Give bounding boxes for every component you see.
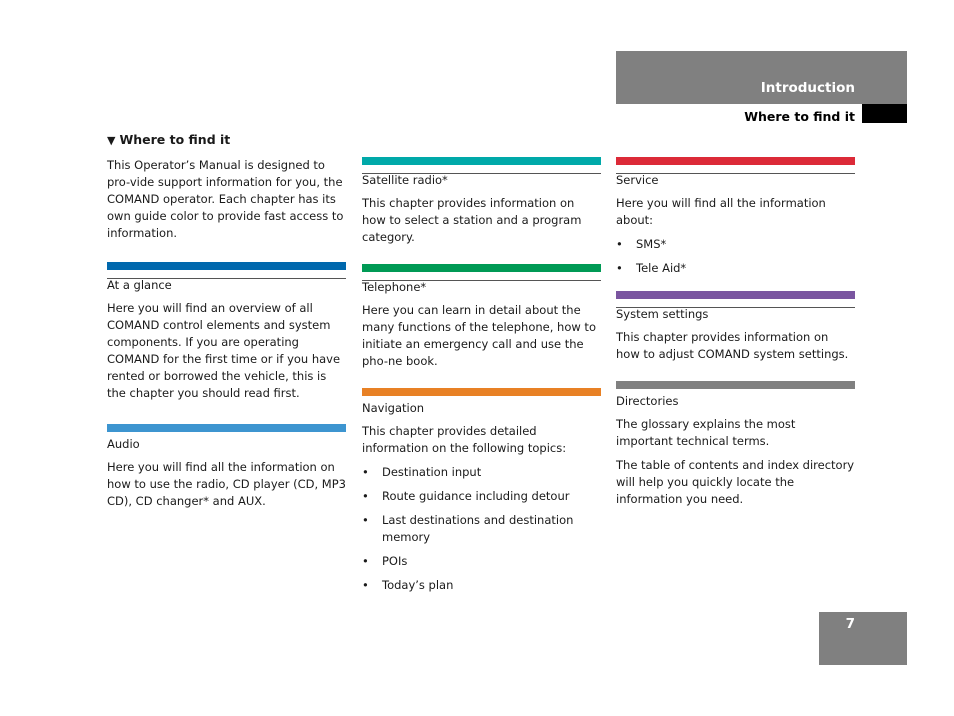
chapter-title: Directories [616,394,679,408]
section-heading-text: Where to find it [119,132,231,147]
chapter-text: The table of contents and index directory will help you quickly locate the information you need. [616,458,855,506]
bullet-icon: • [362,554,369,568]
chapter-color-bar [362,264,601,272]
chapter-text: Here you will find an overview of all COMAND control elements and system components. If you are operating COMAND for the first time or if you have rented or borrowed the vehicle, this is the chapter you should read first. [107,301,341,400]
page-number-tab [819,612,907,665]
chapter-title: At a glance [107,278,172,292]
chapter-system-settings [616,291,855,363]
chapter-title: Audio [107,437,140,451]
bullet-icon: • [362,489,369,503]
chapter-color-bar [362,388,601,396]
chapter-text: Here you can learn in detail about the many functions of the telephone, how to initiate an emergency call and use the pho-ne book. [362,303,596,368]
header-tab [616,51,907,104]
section-heading [107,130,346,149]
header-subtitle: Where to find it [744,109,855,124]
column-2 [362,157,601,601]
chapter-text: This chapter provides information on how to select a station and a program category. [362,196,582,244]
chapter-text: Here you will find all the information on how to use the radio, CD player (CD, MP3 CD), CD changer* and AUX. [107,460,346,508]
bullet-icon: • [362,513,369,527]
navigation-topic-list [362,464,601,594]
bullet-icon: • [362,578,369,592]
list-item: • Route guidance including detour [362,489,570,503]
intro-text: This Operator’s Manual is designed to pro-vide support information for you, the COMAND operator. Each chapter has its own guide color to provide fast access to information. [107,158,344,240]
chapter-title: Satellite radio* [362,173,448,187]
page-number: 7 [845,616,855,632]
list-item: • Today’s plan [362,578,454,592]
chapter-title: Service [616,173,659,187]
chapter-at-a-glance [107,262,346,402]
column-1 [107,130,346,517]
header-title: Introduction [760,80,855,96]
column-3 [616,157,855,515]
list-item: • SMS* [616,237,667,251]
chapter-color-bar [616,381,855,389]
list-item: • Last destinations and destination memory [362,513,574,544]
list-item: • Destination input [362,465,482,479]
chapter-color-bar [616,157,855,165]
chapter-color-bar [616,291,855,299]
list-item: • Tele Aid* [616,261,687,275]
chapter-text: Here you will find all the information about: [616,196,826,227]
bullet-icon: • [616,237,623,251]
header-marker [862,104,907,123]
chapter-service [616,157,855,277]
service-topic-list [616,236,855,277]
chapter-title: System settings [616,307,709,321]
chapter-telephone [362,264,601,370]
chapter-color-bar [362,157,601,165]
chapter-title: Navigation [362,401,425,415]
chapter-color-bar [107,424,346,432]
chapter-audio [107,424,346,510]
bullet-icon: • [616,261,623,275]
chapter-directories [616,381,855,508]
chapter-text: This chapter provides information on how to adjust COMAND system settings. [616,330,849,361]
triangle-down-icon: ▼ [107,134,116,147]
chapter-color-bar [107,262,346,270]
chapter-text: This chapter provides detailed information on the following topics: [362,424,567,455]
chapter-navigation [362,388,601,594]
chapter-title: Telephone* [362,280,427,294]
list-item: • POIs [362,554,408,568]
bullet-icon: • [362,465,369,479]
chapter-text: The glossary explains the most important technical terms. [616,417,796,448]
chapter-satellite-radio [362,157,601,246]
